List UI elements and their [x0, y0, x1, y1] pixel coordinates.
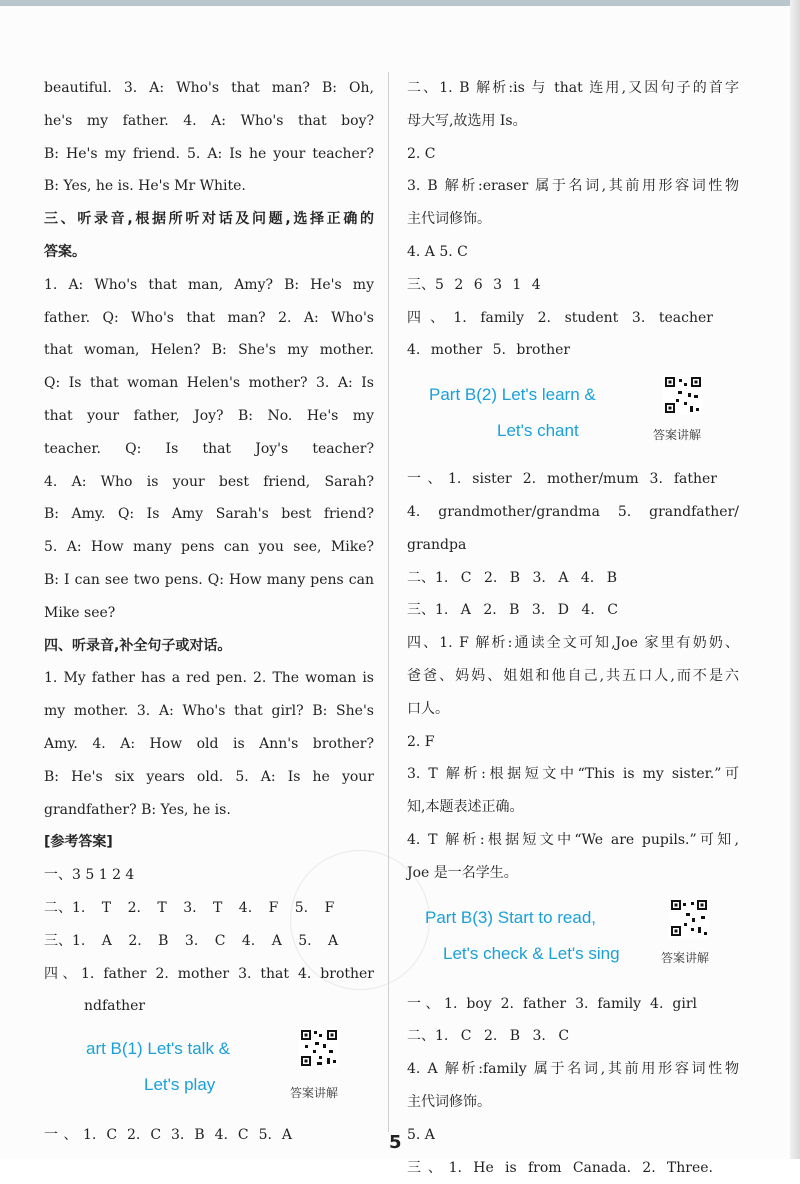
qr-code-icon[interactable] — [299, 1028, 339, 1068]
answer-line: 四、1. father 2. mother 3. that 4. brother — [44, 965, 374, 982]
section-heading: 三、听录音,根据所听对话及问题,选择正确的 — [44, 211, 374, 228]
text-line: 3. T 解析:根据短文中“This is my sister.”可 — [407, 766, 739, 783]
text-line: beautiful. 3. A: Who's that man? B: Oh, — [44, 80, 374, 96]
part-b3-header — [407, 894, 739, 982]
answer-line: 一、1. C 2. C 3. B 4. C 5. A — [44, 1127, 292, 1144]
answer-line: 一、3 5 1 2 4 — [44, 867, 135, 884]
text-line: 4. A: Who is your best friend, Sarah? — [44, 473, 374, 490]
part-b1-header — [44, 1023, 374, 1113]
text-line: B: Yes, he is. He's Mr White. — [44, 178, 246, 195]
text-line: 主代词修饰。 — [407, 1093, 491, 1110]
text-line: Q: Is that woman Helen's mother? 3. A: Is — [44, 375, 374, 392]
answer-key-heading: [参考答案] — [44, 834, 113, 851]
qr-caption: 答案讲解 — [290, 1086, 339, 1101]
text-line: my mother. 3. A: Who's that girl? B: She's — [44, 703, 374, 720]
text-line: 主代词修饰。 — [407, 211, 491, 228]
text-line: 二、1. C 2. B 3. A 4. B — [407, 569, 617, 586]
text-line: he's my father. 4. A: Who's that boy? — [44, 112, 374, 129]
section-heading: 四、听录音,补全句子或对话。 — [44, 637, 232, 654]
text-line: B: Amy. Q: Is Amy Sarah's best friend? — [44, 506, 374, 523]
text-line: 一、1. sister 2. mother/mum 3. father — [407, 471, 717, 488]
text-line: 三、1. He is from Canada. 2. Three. — [407, 1159, 713, 1176]
page-edge — [790, 0, 800, 1159]
text-line: 1. A: Who's that man, Amy? B: He's my — [44, 276, 374, 293]
top-border — [0, 0, 800, 6]
qr-code-icon[interactable] — [669, 898, 709, 938]
left-column — [44, 72, 374, 1152]
part-subtitle: Let's play — [144, 1075, 216, 1095]
page-number: 5 — [389, 1132, 402, 1153]
text-line: grandfather? B: Yes, he is. — [44, 801, 231, 818]
text-line: 四、1. F 解析:通读全文可知,Joe 家里有奶奶、 — [407, 635, 739, 652]
part-title: Part B(3) Start to read, — [425, 907, 597, 927]
text-line: 2. F — [407, 733, 435, 750]
part-title: art B(1) Let's talk & — [86, 1039, 231, 1059]
qr-caption: 答案讲解 — [653, 428, 702, 443]
qr-code-icon[interactable] — [663, 375, 703, 415]
answer-line: 三、1. A 2. B 3. C 4. A 5. A — [44, 932, 339, 949]
text-line: 母大写,故选用 Is。 — [407, 112, 527, 129]
qr-caption: 答案讲解 — [661, 950, 710, 965]
text-line: 一、1. boy 2. father 3. family 4. girl — [407, 995, 697, 1012]
text-line: 三、5 2 6 3 1 4 — [407, 276, 541, 293]
text-line: 口人。 — [407, 700, 449, 717]
text-line: 3. B 解析:eraser 属于名词,其前用形容词性物 — [407, 178, 739, 195]
text-line: 1. My father has a red pen. 2. The woman is — [44, 670, 374, 687]
text-line: 4. T 解析:根据短文中“We are pupils.”可知, — [407, 831, 739, 848]
text-line: 4. A 5. C — [407, 243, 468, 260]
text-line: 4. mother 5. brother — [407, 342, 571, 359]
text-line: Mike see? — [44, 604, 116, 621]
part-title: Part B(2) Let's learn & — [429, 385, 596, 405]
text-line: that your father, Joy? B: No. He's my — [44, 407, 374, 424]
text-line: 三、1. A 2. B 3. D 4. C — [407, 602, 618, 619]
text-line: 二、1. C 2. B 3. C — [407, 1028, 570, 1045]
text-line: teacher. Q: Is that Joy's teacher? — [44, 440, 374, 457]
text-line: 知,本题表述正确。 — [407, 799, 524, 816]
text-line: that woman, Helen? B: She's my mother. — [44, 342, 374, 359]
text-line: B: He's six years old. 5. A: Is he your — [44, 768, 374, 785]
text-line: B: He's my friend. 5. A: Is he your teacher? — [44, 145, 374, 162]
text-line: grandpa — [407, 536, 467, 553]
answer-line: 二、1. T 2. T 3. T 4. F 5. F — [44, 899, 335, 916]
text-line: father. Q: Who's that man? 2. A: Who's — [44, 309, 374, 326]
text-line: 二、1. B 解析:is 与 that 连用,又因句子的首字 — [407, 80, 739, 96]
text-line: Joe 是一名学生。 — [407, 864, 518, 881]
section-heading: 答案。 — [44, 243, 86, 260]
text-line: 5. A: How many pens can you see, Mike? — [44, 539, 374, 556]
part-subtitle: Let's check & Let's sing — [443, 943, 620, 963]
text-line: 4. grandmother/grandma 5. grandfather/ — [407, 503, 739, 520]
column-divider — [388, 72, 389, 1132]
text-line: Amy. 4. A: How old is Ann's brother? — [44, 735, 374, 752]
answer-line: ndfather — [84, 998, 146, 1015]
text-line: 2. C — [407, 145, 436, 162]
right-column — [407, 72, 739, 1184]
part-b2-header — [407, 371, 739, 457]
text-line: 5. A — [407, 1126, 435, 1143]
text-line: B: I can see two pens. Q: How many pens can — [44, 571, 374, 588]
part-subtitle: Let's chant — [497, 421, 579, 441]
text-line: 4. A 解析:family 属于名词,其前用形容词性物 — [407, 1061, 739, 1078]
text-line: 爸爸、妈妈、姐姐和他自己,共五口人,而不是六 — [407, 667, 739, 684]
text-line: 四、1. family 2. student 3. teacher — [407, 309, 713, 326]
